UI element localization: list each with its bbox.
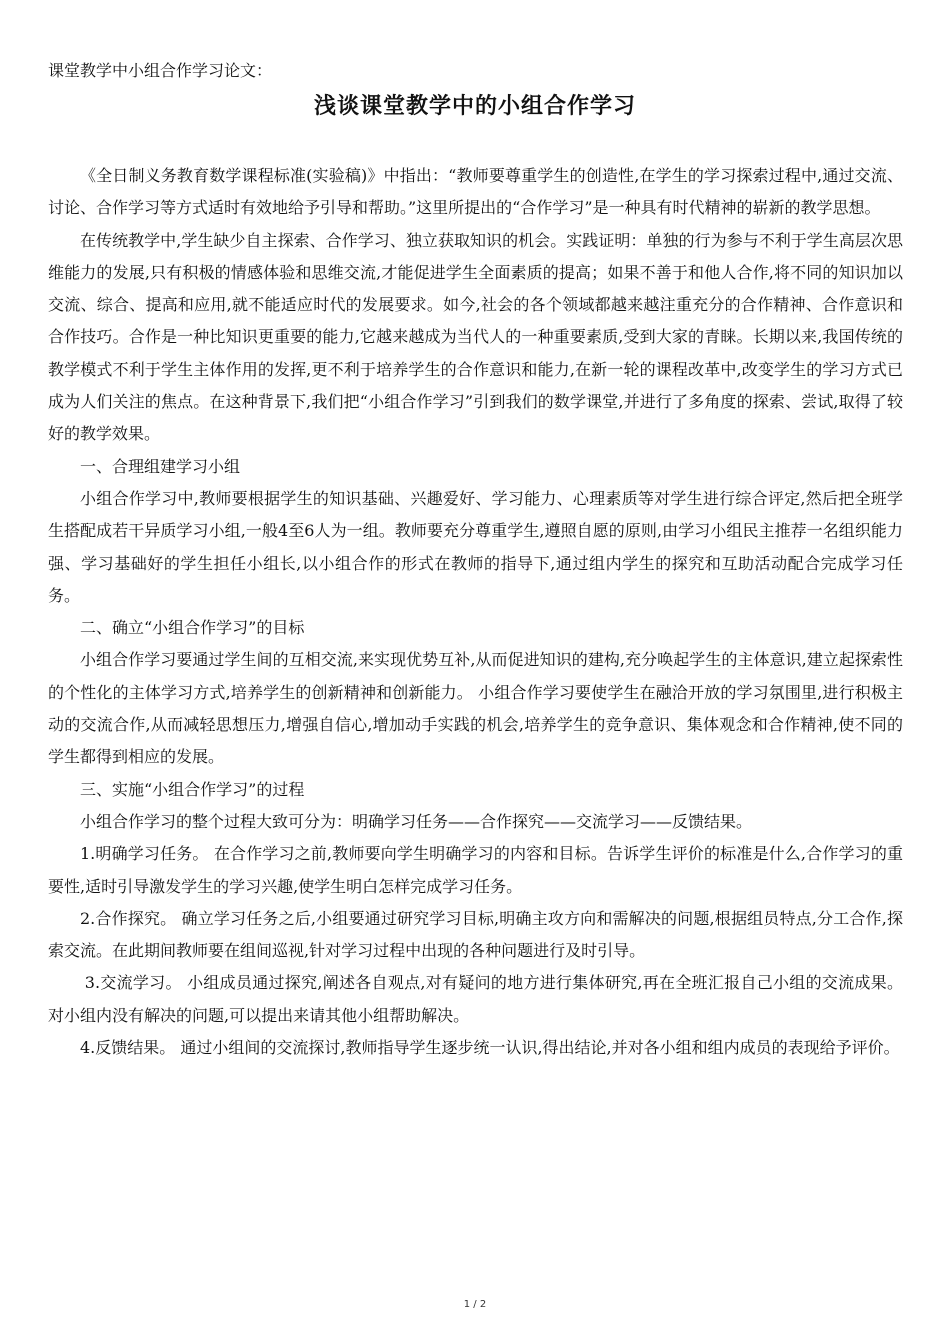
paragraph-step-2: 2.合作探究。 确立学习任务之后,小组要通过研究学习目标,明确主攻方向和需解决的问题,根据组员特点,分工合作,探索交流。在此期间教师要在组间巡视,针对学习过程中出现的各种问题进行及时引导。 [48, 908, 903, 961]
paragraph-section-2: 小组合作学习要通过学生间的互相交流,来实现优势互补,从而促进知识的建构,充分唤起学生的主体意识,建立起探索性的个性化的主体学习方式,培养学生的创新精神和创新能力。 小组合作学习要使学生在融洽开放的学习氛围里,进行积极主动的交流合作,从而减轻思想压力,增强自信心,增加动手实践的机会,培养学生的竞争意识、集体观念和合作精神,使不同的学生都得到相应的发展。 [48, 650, 903, 767]
paragraph-step-1: 1.明确学习任务。 在合作学习之前,教师要向学生明确学习的内容和目标。告诉学生评价的标准是什么,合作学习的重要性,适时引导激发学生的学习兴趣,使学生明白怎样完成学习任务。 [48, 844, 903, 896]
document-header-label: 课堂教学中小组合作学习论文： [48, 61, 273, 80]
section-heading-1: 一、合理组建学习小组 [80, 456, 241, 476]
paragraph-step-4: 4.反馈结果。 通过小组间的交流探讨,教师指导学生逐步统一认识,得出结论,并对各小组和组内成员的表现给予评价。 [80, 1038, 900, 1058]
section-heading-3: 三、实施“小组合作学习”的过程 [80, 779, 305, 799]
paragraph-section-1: 小组合作学习中,教师要根据学生的知识基础、兴趣爱好、学习能力、心理素质等对学生进行综合评定,然后把全班学生搭配成若干异质学习小组,一般4至6人为一组。教师要充分尊重学生,遵照自愿的原则,由学习小组民主推荐一名组织能力强、学习基础好的学生担任小组长,以小组合作的形式在教师的指导下,通过组内学生的探究和互助活动配合完成学习任务。 [48, 488, 903, 605]
page-number: 1 / 2 [463, 1299, 487, 1310]
document-body [48, 160, 903, 1064]
paragraph-section-3-overview: 小组合作学习的整个过程大致可分为：明确学习任务——合作探究——交流学习——反馈结果。 [80, 811, 753, 831]
paragraph-step-3: 3.交流学习。 小组成员通过探究,阐述各自观点,对有疑问的地方进行集体研究,再在全班汇报自己小组的交流成果。对小组内没有解决的问题,可以提出来请其他小组帮助解决。 [48, 973, 903, 1025]
section-heading-2: 二、确立“小组合作学习”的目标 [80, 618, 305, 638]
paragraph-background: 在传统教学中,学生缺少自主探索、合作学习、独立获取知识的机会。实践证明：单独的行为参与不利于学生高层次思维能力的发展,只有积极的情感体验和思维交流,才能促进学生全面素质的提高；如果不善于和他人合作,将不同的知识加以交流、综合、提高和应用,就不能适应时代的发展要求。如今,社会的各个领域都越来越注重充分的合作精神、合作意识和合作技巧。合作是一种比知识更重要的能力,它越来越成为当代人的一种重要素质,受到大家的青睐。长期以来,我国传统的教学模式不利于学生主体作用的发挥,更不利于培养学生的合作意识和能力,在新一轮的课程改革中,改变学生的学习方式已成为人们关注的焦点。在这种背景下,我们把“小组合作学习”引到我们的数学课堂,并进行了多角度的探索、尝试,取得了较好的教学效果。 [48, 230, 903, 444]
paragraph-intro: 《全日制义务教育数学课程标准(实验稿)》中指出：“教师要尊重学生的创造性,在学生的学习探索过程中,通过交流、讨论、合作学习等方式适时有效地给予引导和帮助。”这里所提出的“合作学习”是一种具有时代精神的崭新的教学思想。 [48, 166, 903, 218]
document-title: 浅谈课堂教学中的小组合作学习 [313, 94, 636, 119]
